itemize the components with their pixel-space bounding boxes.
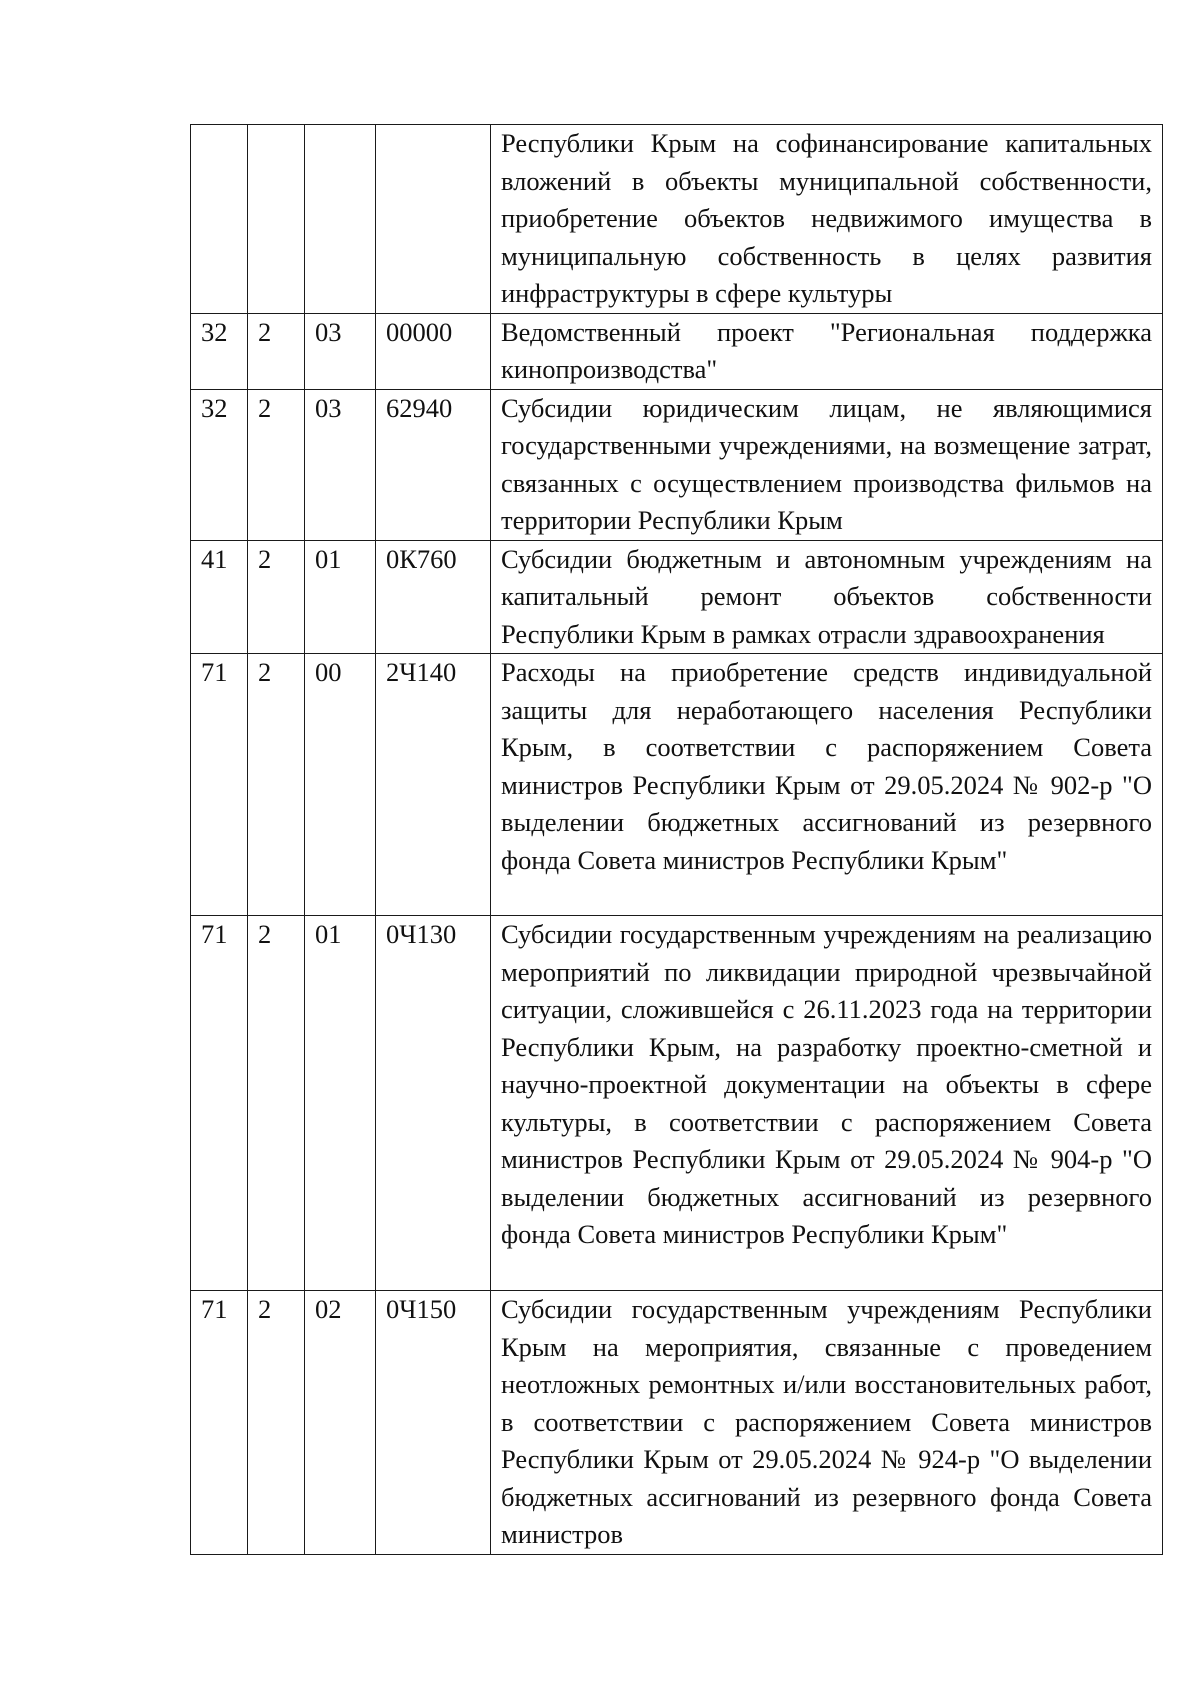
table-row [191, 916, 1163, 1291]
direction-code-cell [376, 125, 491, 314]
program-code-cell: 71 [191, 1291, 248, 1555]
table-row [191, 313, 1163, 389]
subprogram-code-cell: 2 [248, 389, 305, 540]
table-row [191, 1291, 1163, 1555]
program-code-cell: 32 [191, 313, 248, 389]
description-cell: Расходы на приобретение средств индивидуальной защиты для неработающего населения Республики Крым, в соответствии с распоряжением Совета министров Республики Крым от 29.05.2024 № 902-р "О выделении бюджетных ассигнований из резервного фонда Совета министров Республики Крым" [491, 654, 1163, 916]
event-code-cell: 03 [305, 313, 376, 389]
program-code-cell [191, 125, 248, 314]
description-cell: Субсидии юридическим лицам, не являющимися государственными учреждениями, на возмещение затрат, связанных с осуществлением производства фильмов на территории Республики Крым [491, 389, 1163, 540]
subprogram-code-cell: 2 [248, 654, 305, 916]
budget-classification-table [190, 124, 1163, 1555]
subprogram-code-cell: 2 [248, 540, 305, 654]
description-cell: Республики Крым на софинансирование капитальных вложений в объекты муниципальной собственности, приобретение объектов недвижимого имущества в муниципальную собственность в целях развития инфраструктуры в сфере культуры [491, 125, 1163, 314]
table-row [191, 540, 1163, 654]
subprogram-code-cell: 2 [248, 916, 305, 1291]
event-code-cell: 02 [305, 1291, 376, 1555]
direction-code-cell: 2Ч140 [376, 654, 491, 916]
table-row [191, 389, 1163, 540]
program-code-cell: 71 [191, 916, 248, 1291]
description-cell: Ведомственный проект "Региональная поддержка кинопроизводства" [491, 313, 1163, 389]
description-cell: Субсидии государственным учреждениям на реализацию мероприятий по ликвидации природной чрезвычайной ситуации, сложившейся с 26.11.2023 года на территории Республики Крым, на разработку проектно-сметной и научно-проектной документации на объекты в сфере культуры, в соответствии с распоряжением Совета министров Республики Крым от 29.05.2024 № 904-р "О выделении бюджетных ассигнований из резервного фонда Совета министров Республики Крым" [491, 916, 1163, 1291]
program-code-cell: 32 [191, 389, 248, 540]
direction-code-cell: 0Ч150 [376, 1291, 491, 1555]
table-row [191, 125, 1163, 314]
subprogram-code-cell: 2 [248, 1291, 305, 1555]
subprogram-code-cell: 2 [248, 313, 305, 389]
event-code-cell [305, 125, 376, 314]
direction-code-cell: 0Ч130 [376, 916, 491, 1291]
table-row [191, 654, 1163, 916]
program-code-cell: 41 [191, 540, 248, 654]
program-code-cell: 71 [191, 654, 248, 916]
event-code-cell: 03 [305, 389, 376, 540]
direction-code-cell: 00000 [376, 313, 491, 389]
event-code-cell: 01 [305, 540, 376, 654]
event-code-cell: 00 [305, 654, 376, 916]
description-cell: Субсидии бюджетным и автономным учреждениям на капитальный ремонт объектов собственности Республики Крым в рамках отрасли здравоохранения [491, 540, 1163, 654]
event-code-cell: 01 [305, 916, 376, 1291]
direction-code-cell: 0К760 [376, 540, 491, 654]
subprogram-code-cell [248, 125, 305, 314]
description-cell: Субсидии государственным учреждениям Республики Крым на мероприятия, связанные с проведением неотложных ремонтных и/или восстановительных работ, в соответствии с распоряжением Совета министров Республики Крым от 29.05.2024 № 924-р "О выделении бюджетных ассигнований из резервного фонда Совета министров [491, 1291, 1163, 1555]
direction-code-cell: 62940 [376, 389, 491, 540]
